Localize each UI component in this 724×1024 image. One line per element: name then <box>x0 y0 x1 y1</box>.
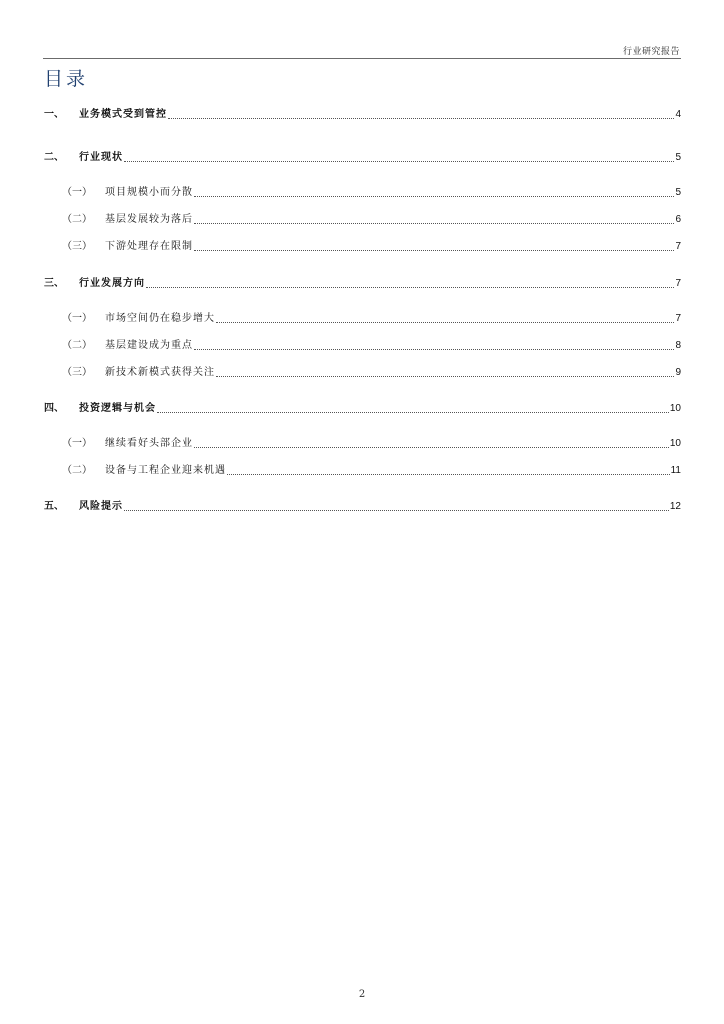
header-divider <box>43 58 681 59</box>
dot-leader <box>146 286 674 288</box>
dot-leader <box>124 160 674 162</box>
toc-entry-section-3[interactable] <box>44 275 681 291</box>
toc-entry-page: 10 <box>669 438 681 449</box>
toc-entry-section-2[interactable] <box>44 149 681 165</box>
dot-leader <box>194 222 674 224</box>
toc-entry-page: 10 <box>669 403 681 414</box>
toc-entry-section-2-3[interactable] <box>44 238 681 254</box>
toc-entry-number: （三） <box>62 241 92 252</box>
toc-entry-section-2-2[interactable] <box>44 211 681 227</box>
toc-entry-page: 4 <box>675 109 681 120</box>
toc-entry-number: 五、 <box>44 501 64 512</box>
toc-entry-page: 8 <box>675 340 681 351</box>
toc-entry-title: 基层发展较为落后 <box>105 214 193 225</box>
toc-entry-section-3-2[interactable] <box>44 337 681 353</box>
toc-entry-title: 设备与工程企业迎来机遇 <box>105 465 226 476</box>
toc-entry-page: 5 <box>675 152 681 163</box>
toc-entry-page: 5 <box>675 187 681 198</box>
toc-entry-section-3-1[interactable] <box>44 310 681 326</box>
toc-entry-page: 11 <box>670 465 681 476</box>
toc-entry-section-4-1[interactable] <box>44 435 681 451</box>
toc-entry-number: （一） <box>62 438 92 449</box>
toc-entry-page: 7 <box>675 241 681 252</box>
toc-entry-title: 风险提示 <box>79 501 123 512</box>
dot-leader <box>168 117 674 119</box>
toc-entry-title: 行业现状 <box>79 152 123 163</box>
dot-leader <box>216 321 674 323</box>
dot-leader <box>227 473 670 475</box>
toc-entry-page: 7 <box>675 278 681 289</box>
toc-entry-page: 9 <box>675 367 681 378</box>
toc-entry-title: 基层建设成为重点 <box>105 340 193 351</box>
toc-entry-section-4[interactable] <box>44 400 681 416</box>
toc-entry-title: 新技术新模式获得关注 <box>105 367 215 378</box>
toc-entry-number: 三、 <box>44 278 64 289</box>
toc-entry-number: （一） <box>62 313 92 324</box>
toc-entry-title: 行业发展方向 <box>79 278 145 289</box>
toc-entry-page: 12 <box>669 501 681 512</box>
toc-entry-title: 项目规模小而分散 <box>105 187 193 198</box>
toc-entry-title: 继续看好头部企业 <box>105 438 193 449</box>
dot-leader <box>157 411 669 413</box>
toc-entry-page: 7 <box>675 313 681 324</box>
toc-entry-number: （三） <box>62 367 92 378</box>
toc-entry-section-1[interactable] <box>44 106 681 122</box>
toc-entry-number: 四、 <box>44 403 64 414</box>
dot-leader <box>194 348 674 350</box>
toc-entry-section-3-3[interactable] <box>44 364 681 380</box>
dot-leader <box>124 509 669 511</box>
toc-entry-number: 一、 <box>44 109 64 120</box>
toc-entry-title: 市场空间仍在稳步增大 <box>105 313 215 324</box>
page-number: 2 <box>358 989 366 1000</box>
toc-entry-number: 二、 <box>44 152 64 163</box>
report-type-label: 行业研究报告 <box>622 47 680 57</box>
toc-entry-section-4-2[interactable] <box>44 462 681 478</box>
toc-entry-title: 业务模式受到管控 <box>79 109 167 120</box>
dot-leader <box>194 446 669 448</box>
toc-entry-number: （二） <box>62 340 92 351</box>
toc-entry-title: 下游处理存在限制 <box>105 241 193 252</box>
toc-entry-title: 投资逻辑与机会 <box>79 403 156 414</box>
toc-entry-page: 6 <box>675 214 681 225</box>
toc-entry-number: （一） <box>62 187 92 198</box>
dot-leader <box>194 249 674 251</box>
dot-leader <box>194 195 674 197</box>
toc-entry-section-5[interactable] <box>44 498 681 514</box>
dot-leader <box>216 375 674 377</box>
toc-title: 目录 <box>44 68 89 90</box>
toc-entry-number: （二） <box>62 465 92 476</box>
toc-entry-section-2-1[interactable] <box>44 184 681 200</box>
toc-entry-number: （二） <box>62 214 92 225</box>
